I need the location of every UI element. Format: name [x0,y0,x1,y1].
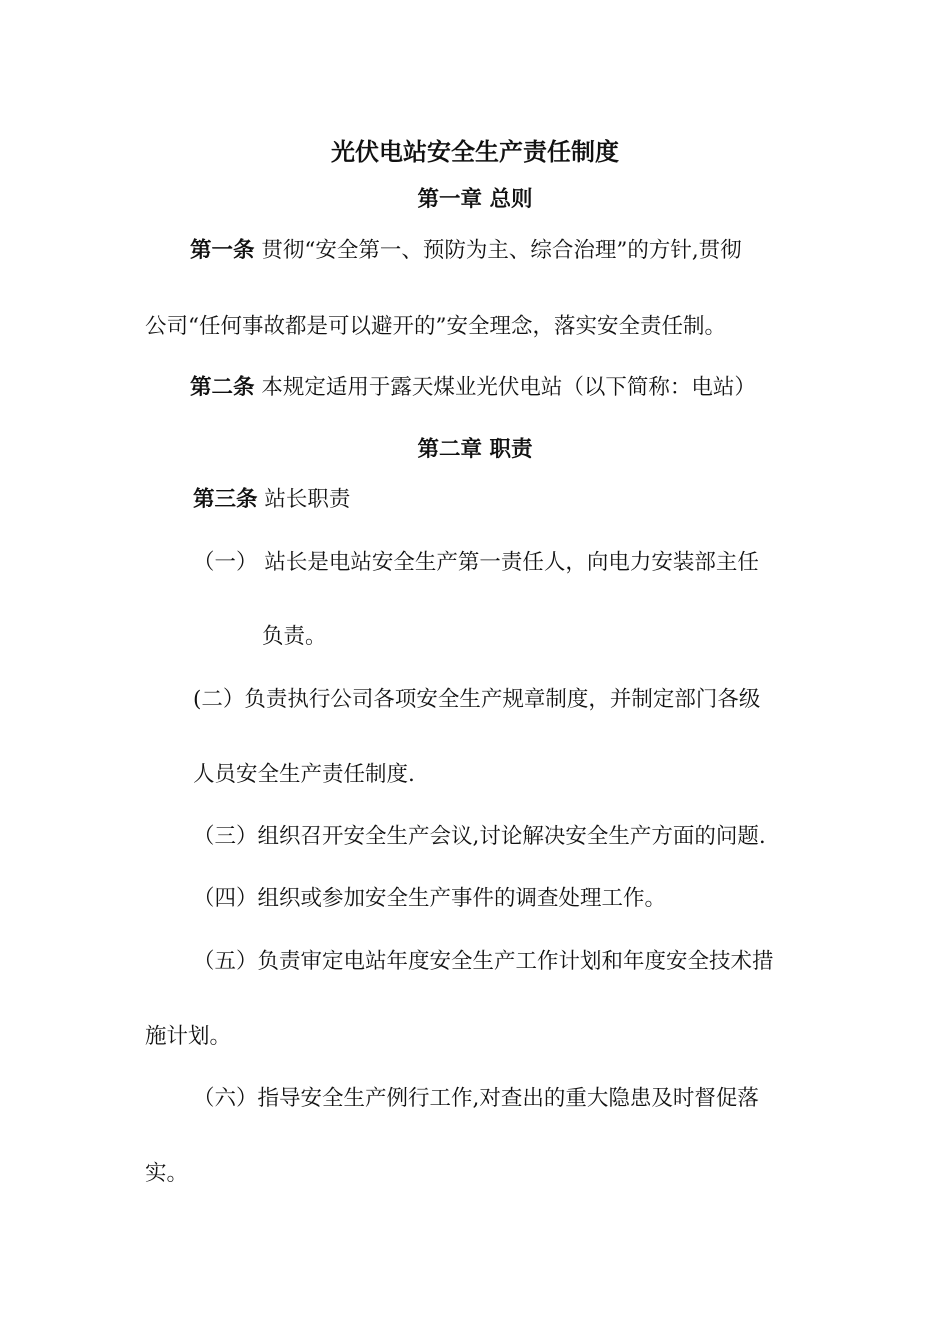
article-3-label: 第三条 [193,487,258,512]
item-6-line-1: （六）指导安全生产例行工作,对查出的重大隐患及时督促落 [193,1086,759,1111]
article-2-label: 第二条 [190,375,255,400]
item-1-line-1: （一） 站长是电站安全生产第一责任人，向电力安装部主任 [193,550,759,575]
item-2-line-1: (二）负责执行公司各项安全生产规章制度，并制定部门各级 [193,687,761,712]
item-4: （四）组织或参加安全生产事件的调查处理工作。 [193,886,667,911]
document-title: 光伏电站安全生产责任制度 [331,137,619,166]
item-3: （三）组织召开安全生产会议,讨论解决安全生产方面的问题. [193,824,766,849]
item-5-line-1: （五）负责审定电站年度安全生产工作计划和年度安全技术措 [193,949,774,974]
item-6-line-2: 实。 [145,1161,189,1186]
item-2-line-2: 人员安全生产责任制度. [193,762,415,787]
item-5-line-2: 施计划。 [145,1024,232,1049]
item-1-line-2: 负责。 [262,624,327,649]
chapter-2-heading: 第二章 职责 [417,437,533,462]
article-1-line-1 [190,236,742,266]
article-3-text: 站长职责 [257,487,351,512]
chapter-1-heading: 第一章 总则 [417,187,533,212]
article-1-line-2: 公司“任何事故都是可以避开的”安全理念，落实安全责任制。 [145,314,726,339]
article-1-text: 贯彻“安全第一、预防为主、综合治理”的方针,贯彻 [254,238,742,263]
article-1-label: 第一条 [190,238,255,263]
article-2-text: 本规定适用于露天煤业光伏电站（以下简称：电站） [254,375,756,400]
article-2 [190,373,756,403]
article-3 [193,485,350,515]
